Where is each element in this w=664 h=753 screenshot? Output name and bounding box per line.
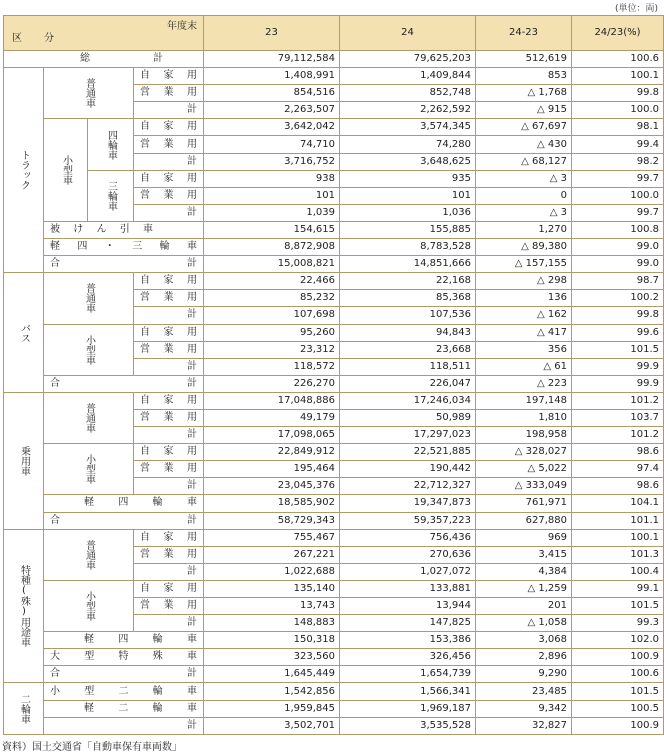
- value-24: 756,436: [340, 529, 476, 546]
- col-diff-header: 24-23: [476, 16, 572, 51]
- value-24: 226,047: [340, 375, 476, 392]
- sub-small: 小型車: [44, 119, 88, 222]
- value-23: 13,743: [204, 598, 340, 615]
- table-row: [4, 666, 664, 683]
- row-label: 計: [134, 153, 204, 170]
- value-23: 3,502,701: [204, 717, 340, 734]
- value-diff: 23,485: [476, 683, 572, 700]
- value-23: 1,408,991: [204, 68, 340, 85]
- col-24-header: 24: [340, 16, 476, 51]
- value-24: 3,648,625: [340, 153, 476, 170]
- value-23: 148,883: [204, 615, 340, 632]
- value-24: 3,535,528: [340, 717, 476, 734]
- value-24: 1,654,739: [340, 666, 476, 683]
- value-24: 17,297,023: [340, 427, 476, 444]
- table-row: [4, 375, 664, 392]
- value-24: 14,851,666: [340, 256, 476, 273]
- value-ratio: 100.2: [572, 290, 664, 307]
- value-23: 267,221: [204, 546, 340, 563]
- value-ratio: 101.3: [572, 546, 664, 563]
- value-diff: △ 915: [476, 102, 572, 119]
- table-row: [4, 221, 664, 238]
- value-diff: △ 89,380: [476, 239, 572, 256]
- value-diff: △ 223: [476, 375, 572, 392]
- value-23: 23,045,376: [204, 478, 340, 495]
- category-header: [4, 16, 204, 51]
- row-label: 軽四輪車: [44, 632, 204, 649]
- value-24: 50,989: [340, 409, 476, 426]
- table-row: [4, 495, 664, 512]
- value-24: 8,783,528: [340, 239, 476, 256]
- sub-small: 小型車: [44, 444, 134, 495]
- year-end-label: 年度末: [167, 21, 197, 32]
- table-row: [4, 529, 664, 546]
- value-ratio: 98.6: [572, 444, 664, 461]
- row-label: 計: [134, 358, 204, 375]
- group-truck: トラック: [4, 68, 44, 273]
- value-ratio: 100.0: [572, 187, 664, 204]
- value-ratio: 99.9: [572, 375, 664, 392]
- value-24: 326,456: [340, 649, 476, 666]
- value-diff: △ 67,697: [476, 119, 572, 136]
- value-diff: 197,148: [476, 392, 572, 409]
- sub-normal: 普通車: [44, 392, 134, 443]
- value-24: 22,168: [340, 273, 476, 290]
- value-23: 79,112,584: [204, 51, 340, 68]
- value-24: 22,521,885: [340, 444, 476, 461]
- group-special: 特種(殊)用途車: [4, 529, 44, 683]
- table-row: [4, 392, 664, 409]
- value-diff: △ 417: [476, 324, 572, 341]
- value-ratio: 99.3: [572, 615, 664, 632]
- value-ratio: 97.4: [572, 461, 664, 478]
- row-label: 計: [134, 563, 204, 580]
- value-ratio: 99.0: [572, 256, 664, 273]
- value-23: 15,008,821: [204, 256, 340, 273]
- value-ratio: 99.4: [572, 136, 664, 153]
- value-diff: 969: [476, 529, 572, 546]
- table-row: [4, 580, 664, 597]
- value-24: 1,409,844: [340, 68, 476, 85]
- value-diff: 9,290: [476, 666, 572, 683]
- value-diff: △ 3: [476, 204, 572, 221]
- value-ratio: 100.4: [572, 563, 664, 580]
- row-label: 計: [134, 478, 204, 495]
- value-24: 19,347,873: [340, 495, 476, 512]
- value-23: 95,260: [204, 324, 340, 341]
- row-label: 計: [134, 615, 204, 632]
- value-23: 1,959,845: [204, 700, 340, 717]
- value-ratio: 104.1: [572, 495, 664, 512]
- value-23: 3,642,042: [204, 119, 340, 136]
- value-23: 17,048,886: [204, 392, 340, 409]
- value-24: 23,668: [340, 341, 476, 358]
- value-diff: 1,270: [476, 221, 572, 238]
- value-23: 101: [204, 187, 340, 204]
- table-row: [4, 649, 664, 666]
- row-label: 計: [134, 307, 204, 324]
- value-23: 8,872,908: [204, 239, 340, 256]
- value-diff: △ 430: [476, 136, 572, 153]
- value-diff: 512,619: [476, 51, 572, 68]
- group-bus: バス: [4, 273, 44, 393]
- value-ratio: 99.8: [572, 307, 664, 324]
- value-23: 3,716,752: [204, 153, 340, 170]
- value-diff: 201: [476, 598, 572, 615]
- value-24: 133,881: [340, 580, 476, 597]
- row-label: 自家用: [134, 170, 204, 187]
- value-24: 852,748: [340, 85, 476, 102]
- value-ratio: 98.6: [572, 478, 664, 495]
- row-label: 自家用: [134, 444, 204, 461]
- table-row: [4, 683, 664, 700]
- value-diff: 2,896: [476, 649, 572, 666]
- row-label: 営業用: [134, 341, 204, 358]
- value-23: 755,467: [204, 529, 340, 546]
- value-24: 101: [340, 187, 476, 204]
- value-23: 154,615: [204, 221, 340, 238]
- table-row: [4, 324, 664, 341]
- table-row: [4, 256, 664, 273]
- value-24: 1,036: [340, 204, 476, 221]
- row-label: 営業用: [134, 85, 204, 102]
- sub-three-wheel: 三輪車: [88, 170, 134, 221]
- value-24: 107,536: [340, 307, 476, 324]
- row-label: 小型二輪車: [44, 683, 204, 700]
- value-diff: 9,342: [476, 700, 572, 717]
- value-diff: 4,384: [476, 563, 572, 580]
- table-row: [4, 119, 664, 136]
- value-23: 1,039: [204, 204, 340, 221]
- value-diff: △ 61: [476, 358, 572, 375]
- value-diff: 3,068: [476, 632, 572, 649]
- value-ratio: 101.5: [572, 683, 664, 700]
- value-24: 270,636: [340, 546, 476, 563]
- value-24: 935: [340, 170, 476, 187]
- value-diff: △ 157,155: [476, 256, 572, 273]
- value-23: 854,516: [204, 85, 340, 102]
- sub-small: 小型車: [44, 580, 134, 631]
- row-label: 計: [134, 427, 204, 444]
- value-ratio: 101.2: [572, 392, 664, 409]
- table-row: [4, 700, 664, 717]
- value-24: 59,357,223: [340, 512, 476, 529]
- value-23: 1,542,856: [204, 683, 340, 700]
- value-ratio: 100.6: [572, 666, 664, 683]
- value-23: 49,179: [204, 409, 340, 426]
- value-23: 107,698: [204, 307, 340, 324]
- group-twowheel: 二輪車: [4, 683, 44, 735]
- value-23: 85,232: [204, 290, 340, 307]
- sub-normal: 普通車: [44, 68, 134, 119]
- value-24: 155,885: [340, 221, 476, 238]
- value-ratio: 100.8: [572, 221, 664, 238]
- value-ratio: 100.5: [572, 700, 664, 717]
- row-label: 被けん引車: [44, 221, 204, 238]
- value-23: 226,270: [204, 375, 340, 392]
- value-diff: 0: [476, 187, 572, 204]
- unit-label: (単位：両): [614, 4, 658, 14]
- row-label: 営業用: [134, 598, 204, 615]
- value-23: 23,312: [204, 341, 340, 358]
- value-diff: 356: [476, 341, 572, 358]
- value-diff: 136: [476, 290, 572, 307]
- value-24: 22,712,327: [340, 478, 476, 495]
- value-diff: △ 5,022: [476, 461, 572, 478]
- row-label: 営業用: [134, 409, 204, 426]
- value-23: 74,710: [204, 136, 340, 153]
- value-23: 195,464: [204, 461, 340, 478]
- col-ratio-header: 24/23(%): [572, 16, 664, 51]
- value-ratio: 99.9: [572, 358, 664, 375]
- value-ratio: 103.7: [572, 409, 664, 426]
- table-row: [4, 444, 664, 461]
- value-23: 58,729,343: [204, 512, 340, 529]
- value-ratio: 100.6: [572, 51, 664, 68]
- value-24: 79,625,203: [340, 51, 476, 68]
- value-ratio: 98.7: [572, 273, 664, 290]
- group-passenger: 乗用車: [4, 392, 44, 529]
- row-label: 営業用: [134, 546, 204, 563]
- value-23: 118,572: [204, 358, 340, 375]
- value-diff: △ 1,768: [476, 85, 572, 102]
- sub-normal: 普通車: [44, 273, 134, 324]
- value-diff: 627,880: [476, 512, 572, 529]
- value-diff: 853: [476, 68, 572, 85]
- value-ratio: 101.5: [572, 341, 664, 358]
- value-ratio: 99.6: [572, 324, 664, 341]
- value-24: 85,368: [340, 290, 476, 307]
- value-ratio: 99.7: [572, 204, 664, 221]
- row-label: 軽二輪車: [44, 700, 204, 717]
- table-row: [4, 512, 664, 529]
- value-ratio: 101.2: [572, 427, 664, 444]
- value-diff: 3,415: [476, 546, 572, 563]
- row-label: 合計: [44, 375, 204, 392]
- value-ratio: 98.2: [572, 153, 664, 170]
- row-label: 自家用: [134, 580, 204, 597]
- table-row: [4, 239, 664, 256]
- row-label: 自家用: [134, 392, 204, 409]
- value-24: 190,442: [340, 461, 476, 478]
- value-24: 94,843: [340, 324, 476, 341]
- vehicle-stats-table: [3, 15, 664, 735]
- value-ratio: 99.1: [572, 580, 664, 597]
- row-label: 計: [134, 102, 204, 119]
- value-23: 18,585,902: [204, 495, 340, 512]
- value-ratio: 100.1: [572, 68, 664, 85]
- value-diff: △ 162: [476, 307, 572, 324]
- value-ratio: 100.9: [572, 649, 664, 666]
- value-23: 17,098,065: [204, 427, 340, 444]
- row-label: 営業用: [134, 136, 204, 153]
- value-diff: △ 68,127: [476, 153, 572, 170]
- row-label: 総計: [4, 51, 204, 68]
- value-23: 135,140: [204, 580, 340, 597]
- sub-four-wheel: 四輪車: [88, 119, 134, 170]
- value-ratio: 102.0: [572, 632, 664, 649]
- value-23: 22,849,912: [204, 444, 340, 461]
- value-diff: 1,810: [476, 409, 572, 426]
- row-label: 軽四・三輪車: [44, 239, 204, 256]
- row-label: 自家用: [134, 529, 204, 546]
- value-24: 1,027,072: [340, 563, 476, 580]
- value-24: 153,386: [340, 632, 476, 649]
- value-23: 323,560: [204, 649, 340, 666]
- value-24: 17,246,034: [340, 392, 476, 409]
- value-ratio: 99.7: [572, 170, 664, 187]
- value-23: 2,263,507: [204, 102, 340, 119]
- row-label: 営業用: [134, 461, 204, 478]
- source-note: 資料）国土交通省「自動車保有車両数」: [2, 742, 182, 753]
- row-label: 計: [44, 717, 204, 734]
- value-ratio: 99.0: [572, 239, 664, 256]
- row-label: 自家用: [134, 324, 204, 341]
- value-24: 1,969,187: [340, 700, 476, 717]
- value-ratio: 98.1: [572, 119, 664, 136]
- table-row: [4, 51, 664, 68]
- row-label: 合計: [44, 666, 204, 683]
- col-23-header: 23: [204, 16, 340, 51]
- row-label: 合計: [44, 256, 204, 273]
- value-24: 1,566,341: [340, 683, 476, 700]
- value-ratio: 100.0: [572, 102, 664, 119]
- row-label: 営業用: [134, 187, 204, 204]
- value-24: 3,574,345: [340, 119, 476, 136]
- value-23: 1,645,449: [204, 666, 340, 683]
- value-diff: △ 328,027: [476, 444, 572, 461]
- value-diff: 32,827: [476, 717, 572, 734]
- value-23: 938: [204, 170, 340, 187]
- value-ratio: 101.1: [572, 512, 664, 529]
- value-24: 74,280: [340, 136, 476, 153]
- value-23: 150,318: [204, 632, 340, 649]
- value-23: 22,466: [204, 273, 340, 290]
- table-row: [4, 632, 664, 649]
- row-label: 軽四輪車: [44, 495, 204, 512]
- value-24: 13,944: [340, 598, 476, 615]
- value-diff: △ 333,049: [476, 478, 572, 495]
- sub-small: 小型車: [44, 324, 134, 375]
- value-ratio: 99.8: [572, 85, 664, 102]
- value-ratio: 101.5: [572, 598, 664, 615]
- value-23: 1,022,688: [204, 563, 340, 580]
- row-label: 自家用: [134, 68, 204, 85]
- value-ratio: 100.1: [572, 529, 664, 546]
- table-row: [4, 273, 664, 290]
- table-row: [4, 170, 664, 187]
- table-row: [4, 717, 664, 734]
- row-label: 自家用: [134, 119, 204, 136]
- row-label: 合計: [44, 512, 204, 529]
- value-24: 147,825: [340, 615, 476, 632]
- value-24: 118,511: [340, 358, 476, 375]
- value-diff: △ 3: [476, 170, 572, 187]
- category-label: 区 分: [12, 33, 60, 44]
- value-ratio: 100.9: [572, 717, 664, 734]
- row-label: 自家用: [134, 273, 204, 290]
- value-diff: 198,958: [476, 427, 572, 444]
- table-row: [4, 68, 664, 85]
- sub-normal: 普通車: [44, 529, 134, 580]
- value-24: 2,262,592: [340, 102, 476, 119]
- value-diff: △ 298: [476, 273, 572, 290]
- value-diff: 761,971: [476, 495, 572, 512]
- value-diff: △ 1,058: [476, 615, 572, 632]
- row-label: 計: [134, 204, 204, 221]
- row-label: 営業用: [134, 290, 204, 307]
- value-diff: △ 1,259: [476, 580, 572, 597]
- row-label: 大型特殊車: [44, 649, 204, 666]
